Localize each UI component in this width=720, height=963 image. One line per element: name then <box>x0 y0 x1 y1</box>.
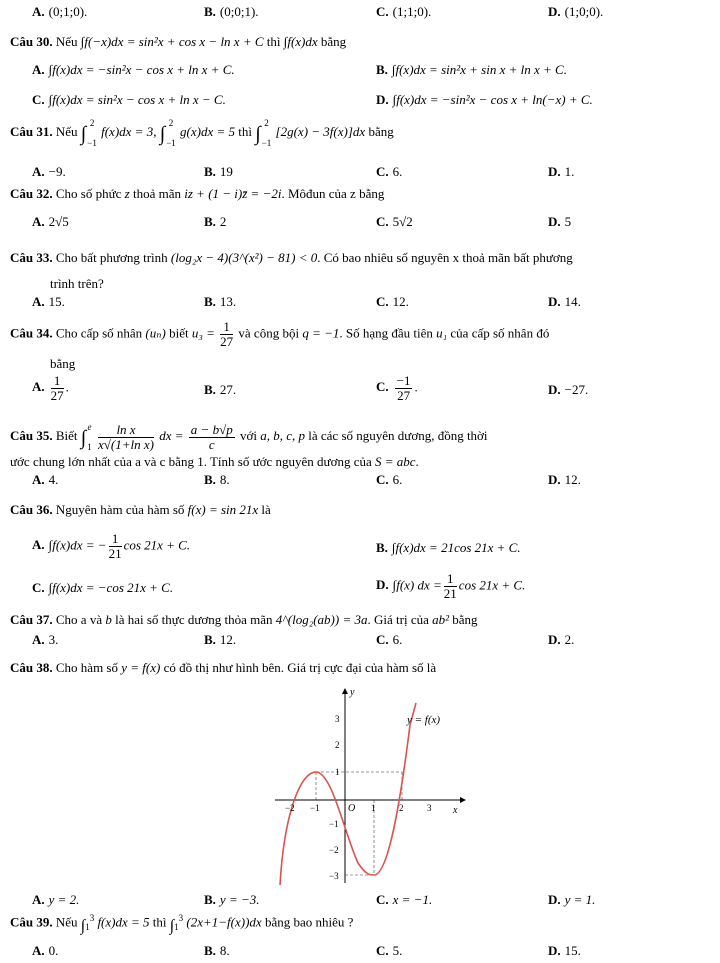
top-options <box>0 4 720 26</box>
option-b[interactable]: B. 13. <box>204 294 237 309</box>
option-b[interactable]: B. 8. <box>204 472 230 487</box>
y-tick: 1 <box>335 767 340 777</box>
option-b[interactable]: B. 19 <box>204 164 233 179</box>
option-d[interactable]: D. 12. <box>548 472 581 487</box>
y-tick: −1 <box>329 819 339 829</box>
y-axis-label: y <box>350 687 355 698</box>
option-d[interactable]: D. ∫f(x) dx = $\frac{1}{21}$ cos 21x + C. <box>376 571 526 601</box>
y-tick: 3 <box>335 714 340 724</box>
option-a[interactable]: A. $\frac{1}{27}$ . <box>32 373 69 403</box>
question-label: Câu 39. <box>10 914 53 930</box>
option-c[interactable]: C. $\frac{-1}{27}$ . <box>376 373 418 403</box>
question-label: Câu 31. <box>10 123 53 139</box>
option-d[interactable]: D. 15. <box>548 943 581 958</box>
question-label: Câu 33. <box>10 250 53 265</box>
option-b[interactable]: B. 8. <box>204 943 230 958</box>
question-label: Câu 34. <box>10 325 53 341</box>
option-c[interactable]: C. 6. <box>376 472 403 487</box>
option-c[interactable]: C. 5. <box>376 943 403 958</box>
option-c[interactable]: C. ∫f(x)dx = sin²x − cos x + ln x − C. <box>32 92 226 107</box>
option-c[interactable]: C. 5√2 <box>376 214 413 229</box>
top-option-a[interactable]: A. (0;1;0). <box>32 4 88 19</box>
x-tick: 2 <box>399 803 404 813</box>
x-tick: −1 <box>310 803 320 813</box>
top-option-c[interactable]: C. (1;1;0). <box>376 4 432 19</box>
option-a[interactable]: A. 3. <box>32 632 59 647</box>
option-d[interactable]: D. −27. <box>548 382 589 397</box>
question-label: Câu 35. <box>10 427 53 443</box>
option-b[interactable]: B. y = −3. <box>204 892 260 907</box>
option-a[interactable]: A. ∫f(x)dx = − $\frac{1}{21}$ cos 21x + C. <box>32 531 191 561</box>
question-label: Câu 30. <box>10 34 53 49</box>
top-option-b[interactable]: B. (0;0;1). <box>204 4 259 19</box>
option-b[interactable]: B. 12. <box>204 632 237 647</box>
option-a[interactable]: A. 2√5 <box>32 214 69 229</box>
function-curve <box>280 703 416 885</box>
option-d[interactable]: D. 14. <box>548 294 581 309</box>
option-b[interactable]: B. ∫f(x)dx = 21cos 21x + C. <box>376 540 521 555</box>
option-d[interactable]: D. 5 <box>548 214 572 229</box>
option-d[interactable]: D. 1. <box>548 164 575 179</box>
option-b[interactable]: B. 27. <box>204 382 237 397</box>
function-graph <box>270 685 470 885</box>
option-a[interactable]: A. −9. <box>32 164 66 179</box>
option-c[interactable]: C. 6. <box>376 632 403 647</box>
y-tick: −2 <box>329 845 339 855</box>
question-label: Câu 37. <box>10 612 53 627</box>
x-tick: 3 <box>427 803 432 813</box>
question-label: Câu 38. <box>10 660 53 675</box>
option-c[interactable]: C. ∫f(x)dx = −cos 21x + C. <box>32 580 174 595</box>
option-d[interactable]: D. ∫f(x)dx = −sin²x − cos x + ln(−x) + C. <box>376 92 593 107</box>
y-tick: 2 <box>335 740 340 750</box>
question-label: Câu 32. <box>10 186 53 201</box>
option-d[interactable]: D. 2. <box>548 632 575 647</box>
x-tick: 1 <box>371 803 376 813</box>
option-c[interactable]: C. 12. <box>376 294 409 309</box>
top-option-d[interactable]: D. (1;0;0). <box>548 4 604 19</box>
option-b[interactable]: B. ∫f(x)dx = sin²x + sin x + ln x + C. <box>376 62 567 77</box>
option-a[interactable]: A. 15. <box>32 294 65 309</box>
option-b[interactable]: B. 2 <box>204 214 227 229</box>
option-c[interactable]: C. 6. <box>376 164 403 179</box>
option-d[interactable]: D. y = 1. <box>548 892 596 907</box>
x-tick: −2 <box>285 803 295 813</box>
option-c[interactable]: C. x = −1. <box>376 892 433 907</box>
option-a[interactable]: A. ∫f(x)dx = −sin²x − cos x + ln x + C. <box>32 62 235 77</box>
option-a[interactable]: A. 0. <box>32 943 59 958</box>
option-a[interactable]: A. y = 2. <box>32 892 80 907</box>
curve-label: y = f(x) <box>407 714 441 726</box>
x-axis-label: x <box>453 805 458 816</box>
question-label: Câu 36. <box>10 502 53 517</box>
option-a[interactable]: A. 4. <box>32 472 59 487</box>
y-tick: −3 <box>329 871 339 881</box>
origin-label: O <box>348 803 356 814</box>
